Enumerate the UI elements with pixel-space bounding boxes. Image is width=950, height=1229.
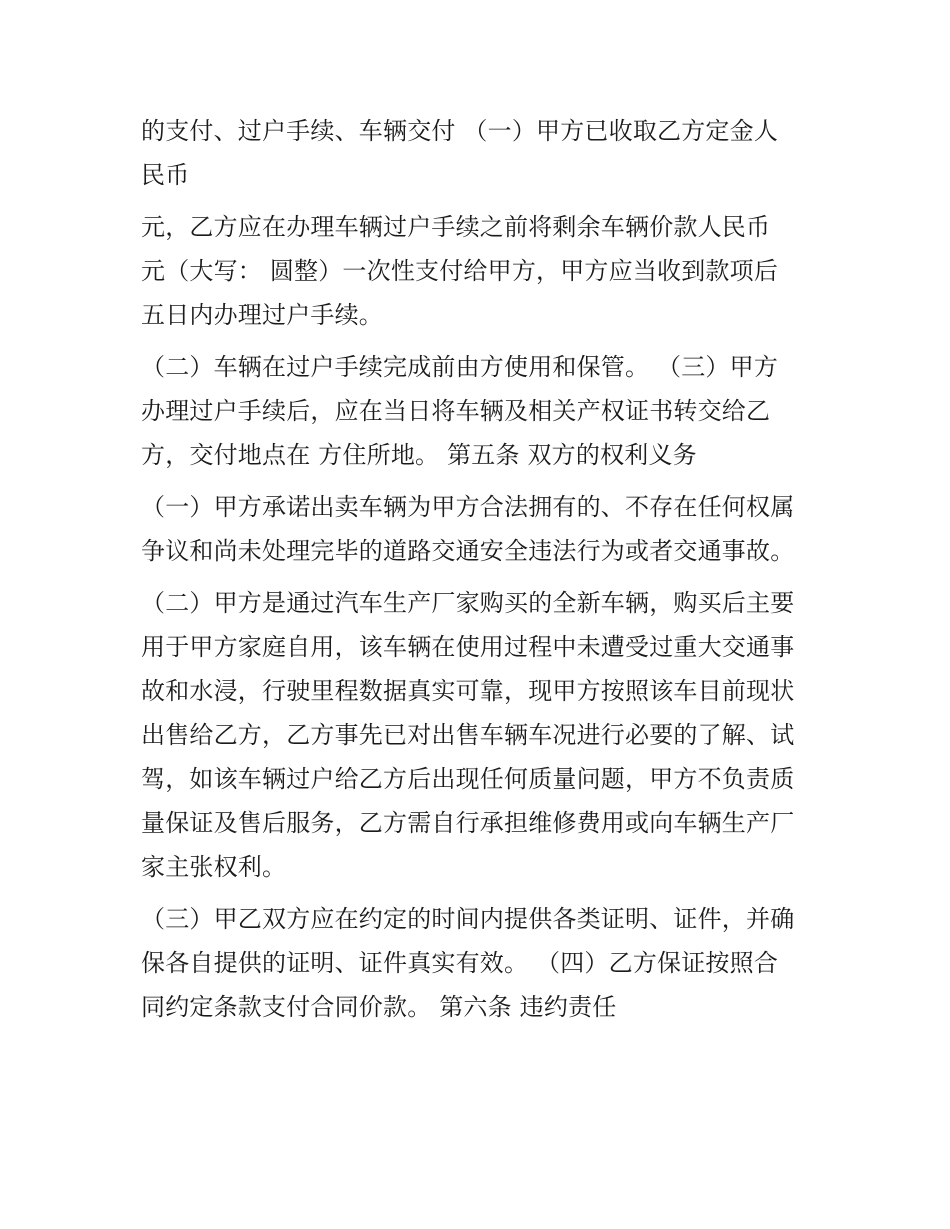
- text-line: 故和水浸，行驶里程数据真实可靠，现甲方按照该车目前现状: [141, 677, 795, 705]
- text-line: 驾，如该车辆过户给乙方后出现任何质量问题，甲方不负责质: [141, 765, 795, 793]
- text-line: （二）甲方是通过汽车生产厂家购买的全新车辆，购买后主要: [141, 589, 795, 617]
- text-line: 的支付、过户手续、车辆交付 （一）甲方已收取乙方定金人: [141, 117, 779, 145]
- text-line: 元（大写： 圆整）一次性支付给甲方，甲方应当收到款项后: [141, 257, 779, 285]
- paragraph: [141, 345, 821, 477]
- text-line: 民币: [141, 161, 190, 189]
- paragraph: [141, 205, 821, 337]
- paragraph: [141, 897, 821, 1029]
- text-line: 元，乙方应在办理车辆过户手续之前将剩余车辆价款人民币: [141, 213, 771, 241]
- text-line: 办理过户手续后，应在当日将车辆及相关产权证书转交给乙: [141, 397, 771, 425]
- text-line: 家主张权利。: [141, 853, 287, 881]
- paragraph: [141, 485, 821, 573]
- text-line: 争议和尚未处理完毕的道路交通安全违法行为或者交通事故。: [141, 537, 795, 565]
- text-line: （二）车辆在过户手续完成前由方使用和保管。 （三）甲方: [141, 353, 779, 381]
- text-line: 量保证及售后服务，乙方需自行承担维修费用或向车辆生产厂: [141, 809, 795, 837]
- text-line: 同约定条款支付合同价款。 第六条 违约责任: [141, 993, 617, 1021]
- text-line: 方，交付地点在 方住所地。 第五条 双方的权利义务: [141, 441, 697, 469]
- paragraph: [141, 581, 821, 889]
- text-line: （一）甲方承诺出卖车辆为甲方合法拥有的、不存在任何权属: [141, 493, 795, 521]
- text-line: 用于甲方家庭自用，该车辆在使用过程中未遭受过重大交通事: [141, 633, 795, 661]
- text-line: （三）甲乙双方应在约定的时间内提供各类证明、证件，并确: [141, 905, 795, 933]
- paragraph: [141, 109, 821, 197]
- text-line: 出售给乙方，乙方事先已对出售车辆车况进行必要的了解、试: [141, 721, 795, 749]
- text-line: 保各自提供的证明、证件真实有效。 （四）乙方保证按照合: [141, 949, 779, 977]
- text-line: 五日内办理过户手续。: [141, 301, 383, 329]
- document-body: [141, 109, 821, 1029]
